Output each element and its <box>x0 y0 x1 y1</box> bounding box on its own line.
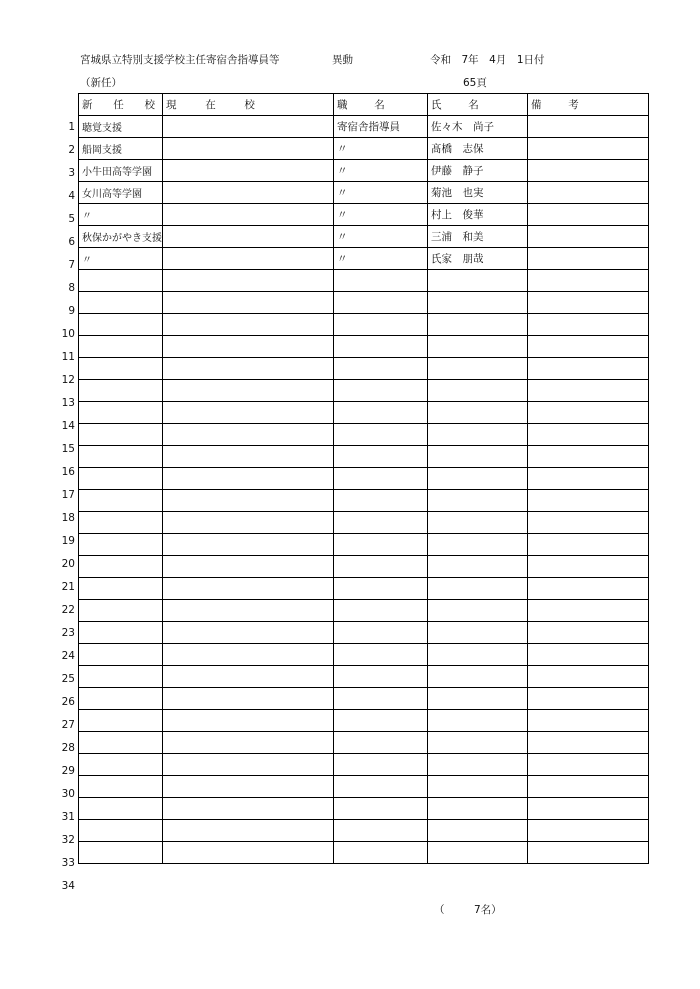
cell-remarks <box>528 402 649 424</box>
total-open-paren: （ <box>434 904 445 916</box>
action-label: 異動 <box>332 54 353 66</box>
cell-new-school: 〃 <box>79 204 163 226</box>
cell-position <box>334 600 428 622</box>
cell-remarks <box>528 512 649 534</box>
cell-name <box>428 314 528 336</box>
cell-current-school <box>163 534 334 556</box>
cell-position: 〃 <box>334 182 428 204</box>
row-number: 19 <box>61 535 75 547</box>
cell-remarks <box>528 710 649 732</box>
cell-current-school <box>163 314 334 336</box>
cell-current-school <box>163 578 334 600</box>
cell-position <box>334 468 428 490</box>
cell-position <box>334 578 428 600</box>
cell-current-school <box>163 754 334 776</box>
table-row <box>79 798 649 820</box>
cell-remarks <box>528 292 649 314</box>
row-number: 27 <box>61 719 75 731</box>
cell-new-school <box>79 578 163 600</box>
row-number: 6 <box>68 236 75 248</box>
cell-current-school <box>163 644 334 666</box>
cell-remarks <box>528 798 649 820</box>
cell-position <box>334 710 428 732</box>
cell-position <box>334 270 428 292</box>
cell-name <box>428 754 528 776</box>
cell-new-school <box>79 820 163 842</box>
cell-remarks <box>528 116 649 138</box>
table-row <box>79 160 649 182</box>
table-row <box>79 600 649 622</box>
cell-position <box>334 622 428 644</box>
cell-current-school <box>163 138 334 160</box>
cell-current-school <box>163 424 334 446</box>
cell-new-school <box>79 314 163 336</box>
table-row <box>79 754 649 776</box>
cell-name <box>428 490 528 512</box>
row-number: 33 <box>61 857 75 869</box>
cell-position <box>334 688 428 710</box>
cell-new-school: 船岡支援 <box>79 138 163 160</box>
table-row <box>79 402 649 424</box>
cell-name <box>428 512 528 534</box>
cell-new-school <box>79 336 163 358</box>
cell-name <box>428 820 528 842</box>
row-number: 1 <box>68 121 75 133</box>
cell-remarks <box>528 160 649 182</box>
cell-position <box>334 490 428 512</box>
cell-remarks <box>528 226 649 248</box>
cell-new-school <box>79 380 163 402</box>
cell-current-school <box>163 380 334 402</box>
cell-position <box>334 732 428 754</box>
cell-position <box>334 798 428 820</box>
table-row <box>79 578 649 600</box>
row-number: 31 <box>61 811 75 823</box>
cell-name <box>428 534 528 556</box>
table-row <box>79 358 649 380</box>
table-row <box>79 468 649 490</box>
cell-remarks <box>528 776 649 798</box>
cell-new-school: 〃 <box>79 248 163 270</box>
cell-new-school <box>79 512 163 534</box>
effective-date: 令和 7年 4月 1日付 <box>430 54 545 66</box>
cell-name <box>428 446 528 468</box>
cell-name <box>428 600 528 622</box>
cell-position <box>334 292 428 314</box>
cell-new-school <box>79 358 163 380</box>
cell-position <box>334 446 428 468</box>
cell-current-school <box>163 292 334 314</box>
table-row <box>79 688 649 710</box>
cell-current-school <box>163 446 334 468</box>
cell-new-school <box>79 776 163 798</box>
cell-name <box>428 402 528 424</box>
cell-current-school <box>163 666 334 688</box>
cell-position <box>334 402 428 424</box>
cell-name <box>428 578 528 600</box>
table-row <box>79 556 649 578</box>
row-number: 7 <box>68 259 75 271</box>
cell-position <box>334 512 428 534</box>
row-number: 3 <box>68 167 75 179</box>
row-number: 29 <box>61 765 75 777</box>
cell-remarks <box>528 336 649 358</box>
table-row <box>79 776 649 798</box>
table-row <box>79 204 649 226</box>
cell-remarks <box>528 248 649 270</box>
cell-position: 〃 <box>334 226 428 248</box>
cell-name <box>428 798 528 820</box>
cell-position <box>334 820 428 842</box>
cell-remarks <box>528 820 649 842</box>
table-row <box>79 512 649 534</box>
cell-name <box>428 644 528 666</box>
cell-remarks <box>528 358 649 380</box>
row-number: 21 <box>61 581 75 593</box>
cell-name: 菊池 也実 <box>428 182 528 204</box>
row-number: 2 <box>68 144 75 156</box>
table-row <box>79 270 649 292</box>
cell-remarks <box>528 380 649 402</box>
header-new-school: 新 任 校 <box>79 94 163 116</box>
header-current-school: 現 在 校 <box>163 94 334 116</box>
cell-current-school <box>163 556 334 578</box>
cell-new-school <box>79 534 163 556</box>
cell-position <box>334 336 428 358</box>
cell-new-school <box>79 424 163 446</box>
cell-position: 寄宿舎指導員 <box>334 116 428 138</box>
cell-current-school <box>163 116 334 138</box>
cell-remarks <box>528 578 649 600</box>
cell-new-school <box>79 556 163 578</box>
cell-new-school <box>79 688 163 710</box>
header-position: 職 名 <box>334 94 428 116</box>
cell-name <box>428 358 528 380</box>
row-number: 34 <box>61 880 75 892</box>
header-remarks: 備 考 <box>528 94 649 116</box>
table-row <box>79 314 649 336</box>
row-number: 13 <box>61 397 75 409</box>
cell-remarks <box>528 182 649 204</box>
table-row <box>79 248 649 270</box>
cell-remarks <box>528 732 649 754</box>
cell-current-school <box>163 732 334 754</box>
cell-new-school: 小牛田高等学園 <box>79 160 163 182</box>
cell-current-school <box>163 204 334 226</box>
table-row <box>79 842 649 864</box>
cell-current-school <box>163 490 334 512</box>
row-number: 8 <box>68 282 75 294</box>
cell-remarks <box>528 600 649 622</box>
table-row <box>79 380 649 402</box>
table-row <box>79 446 649 468</box>
cell-new-school <box>79 754 163 776</box>
cell-new-school: 聴覚支援 <box>79 116 163 138</box>
table-row <box>79 666 649 688</box>
cell-new-school <box>79 292 163 314</box>
page-number: 65頁 <box>463 77 487 89</box>
cell-remarks <box>528 424 649 446</box>
table-row <box>79 292 649 314</box>
row-number: 30 <box>61 788 75 800</box>
cell-new-school <box>79 666 163 688</box>
cell-name <box>428 292 528 314</box>
cell-position <box>334 314 428 336</box>
cell-remarks <box>528 666 649 688</box>
cell-current-school <box>163 468 334 490</box>
cell-current-school <box>163 160 334 182</box>
table-row <box>79 116 649 138</box>
table-row <box>79 622 649 644</box>
cell-position <box>334 644 428 666</box>
cell-remarks <box>528 688 649 710</box>
cell-current-school <box>163 842 334 864</box>
cell-remarks <box>528 556 649 578</box>
cell-position <box>334 534 428 556</box>
cell-remarks <box>528 754 649 776</box>
cell-new-school: 女川高等学園 <box>79 182 163 204</box>
table-row <box>79 534 649 556</box>
row-number: 28 <box>61 742 75 754</box>
cell-name <box>428 424 528 446</box>
cell-new-school <box>79 446 163 468</box>
table-row <box>79 226 649 248</box>
table-header-row <box>79 94 649 116</box>
cell-name <box>428 710 528 732</box>
cell-remarks <box>528 534 649 556</box>
table-row <box>79 138 649 160</box>
row-number: 17 <box>61 489 75 501</box>
cell-current-school <box>163 512 334 534</box>
cell-remarks <box>528 490 649 512</box>
cell-name <box>428 688 528 710</box>
cell-new-school <box>79 710 163 732</box>
row-number: 14 <box>61 420 75 432</box>
cell-current-school <box>163 600 334 622</box>
row-number: 15 <box>61 443 75 455</box>
cell-remarks <box>528 622 649 644</box>
cell-name: 髙橋 志保 <box>428 138 528 160</box>
personnel-table <box>78 93 649 864</box>
cell-name <box>428 380 528 402</box>
table-row <box>79 182 649 204</box>
row-number: 9 <box>68 305 75 317</box>
cell-position <box>334 424 428 446</box>
row-number: 16 <box>61 466 75 478</box>
cell-position: 〃 <box>334 204 428 226</box>
cell-new-school: 秋保かがやき支援 <box>79 226 163 248</box>
cell-new-school <box>79 622 163 644</box>
cell-position <box>334 380 428 402</box>
cell-name <box>428 556 528 578</box>
table-row <box>79 644 649 666</box>
cell-new-school <box>79 270 163 292</box>
row-number: 4 <box>68 190 75 202</box>
cell-new-school <box>79 644 163 666</box>
row-number: 24 <box>61 650 75 662</box>
row-number: 18 <box>61 512 75 524</box>
row-number: 26 <box>61 696 75 708</box>
cell-name <box>428 468 528 490</box>
row-number: 5 <box>68 213 75 225</box>
cell-remarks <box>528 468 649 490</box>
table-row <box>79 710 649 732</box>
cell-remarks <box>528 270 649 292</box>
cell-position <box>334 666 428 688</box>
cell-remarks <box>528 314 649 336</box>
cell-name <box>428 336 528 358</box>
cell-current-school <box>163 798 334 820</box>
row-number: 25 <box>61 673 75 685</box>
cell-position <box>334 556 428 578</box>
cell-new-school <box>79 842 163 864</box>
row-number: 10 <box>61 328 75 340</box>
cell-current-school <box>163 358 334 380</box>
cell-position <box>334 842 428 864</box>
cell-current-school <box>163 820 334 842</box>
cell-name: 佐々木 尚子 <box>428 116 528 138</box>
table-row <box>79 820 649 842</box>
table-row <box>79 336 649 358</box>
table-row <box>79 490 649 512</box>
document-title: 宮城県立特別支援学校主任寄宿舎指導員等 <box>80 54 280 66</box>
cell-name <box>428 842 528 864</box>
header-name: 氏 名 <box>428 94 528 116</box>
table-row <box>79 732 649 754</box>
cell-current-school <box>163 182 334 204</box>
cell-name <box>428 732 528 754</box>
cell-current-school <box>163 622 334 644</box>
cell-name: 三浦 和美 <box>428 226 528 248</box>
row-number: 20 <box>61 558 75 570</box>
cell-position: 〃 <box>334 160 428 182</box>
cell-name <box>428 270 528 292</box>
cell-remarks <box>528 204 649 226</box>
row-number: 11 <box>61 351 75 363</box>
cell-new-school <box>79 490 163 512</box>
cell-current-school <box>163 336 334 358</box>
cell-remarks <box>528 446 649 468</box>
cell-new-school <box>79 798 163 820</box>
cell-remarks <box>528 644 649 666</box>
cell-remarks <box>528 842 649 864</box>
row-number: 12 <box>61 374 75 386</box>
cell-position <box>334 754 428 776</box>
cell-new-school <box>79 468 163 490</box>
cell-position <box>334 776 428 798</box>
row-number: 22 <box>61 604 75 616</box>
cell-current-school <box>163 226 334 248</box>
cell-name: 氏家 朋哉 <box>428 248 528 270</box>
cell-name <box>428 666 528 688</box>
category-label: （新任） <box>80 77 122 89</box>
cell-position <box>334 358 428 380</box>
cell-current-school <box>163 248 334 270</box>
cell-name: 村上 俊華 <box>428 204 528 226</box>
cell-position: 〃 <box>334 248 428 270</box>
cell-current-school <box>163 710 334 732</box>
row-number: 32 <box>61 834 75 846</box>
table-row <box>79 424 649 446</box>
cell-current-school <box>163 776 334 798</box>
cell-name <box>428 622 528 644</box>
cell-new-school <box>79 402 163 424</box>
cell-current-school <box>163 270 334 292</box>
cell-name: 伊藤 静子 <box>428 160 528 182</box>
cell-new-school <box>79 732 163 754</box>
cell-new-school <box>79 600 163 622</box>
total-count: 7名） <box>474 904 502 916</box>
cell-current-school <box>163 402 334 424</box>
cell-position: 〃 <box>334 138 428 160</box>
cell-name <box>428 776 528 798</box>
row-number: 23 <box>61 627 75 639</box>
cell-current-school <box>163 688 334 710</box>
cell-remarks <box>528 138 649 160</box>
